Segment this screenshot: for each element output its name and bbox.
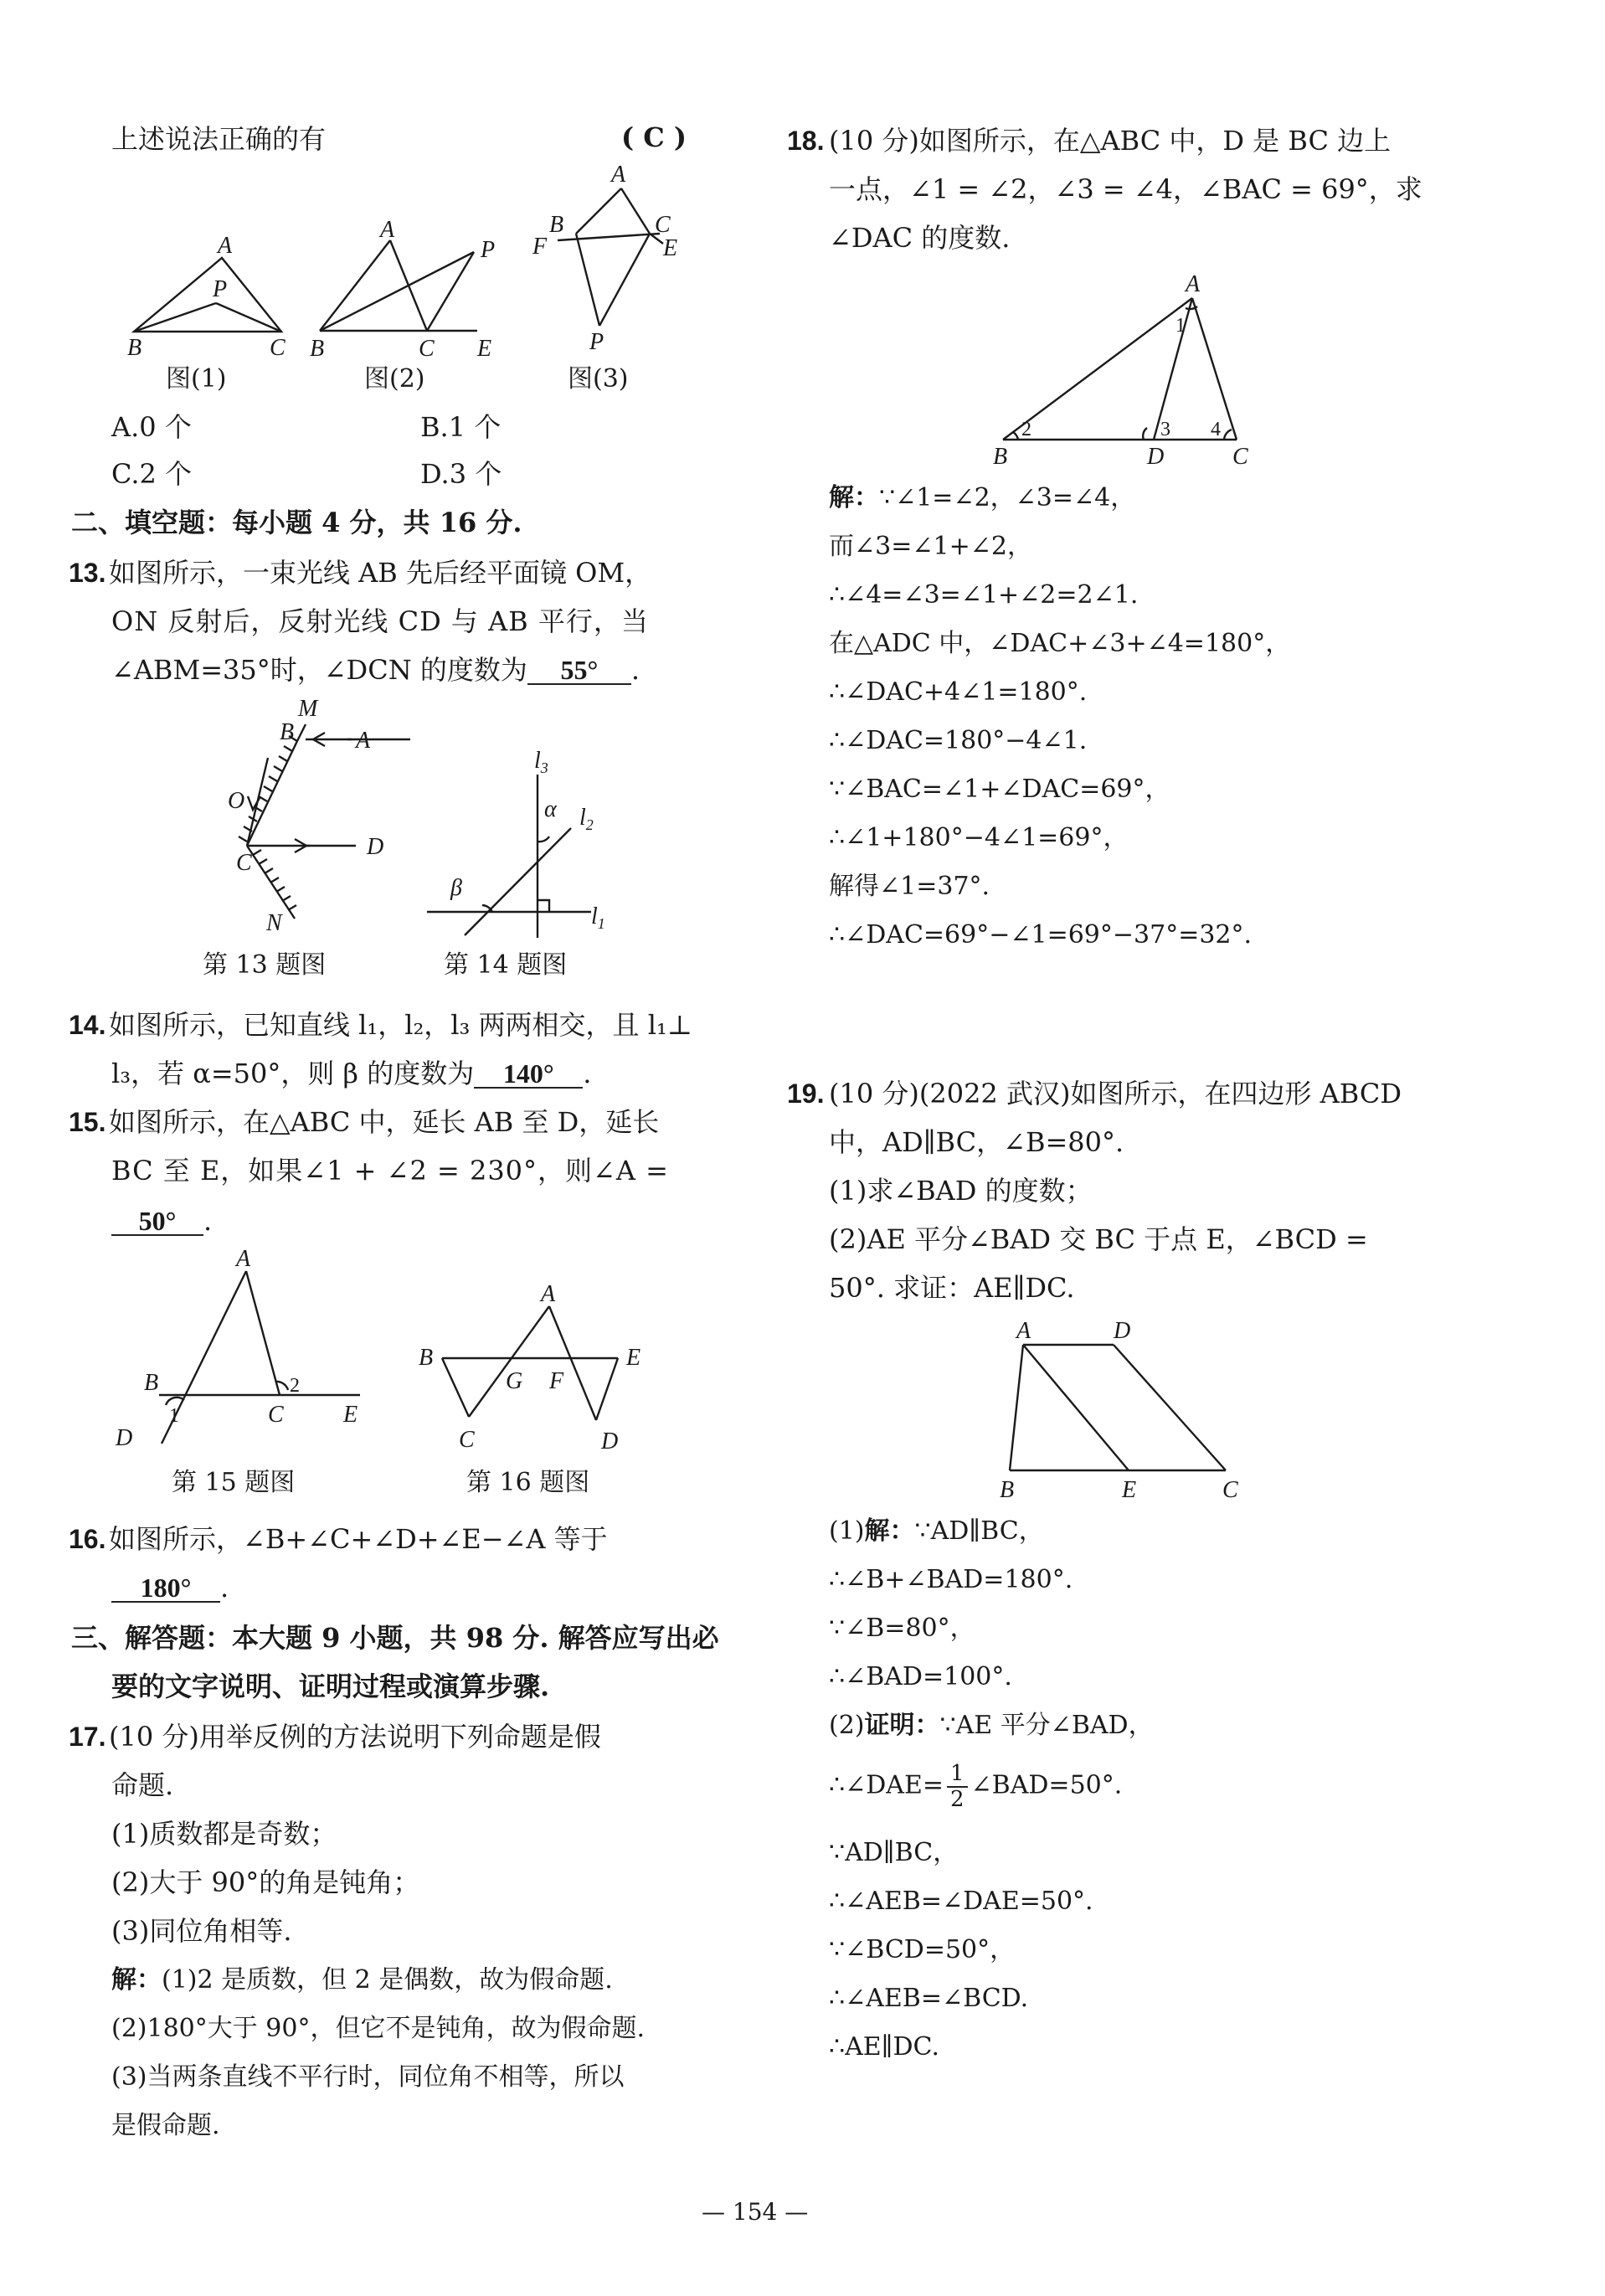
label-C: C	[1222, 1477, 1238, 1503]
q13-answer: 55°	[527, 656, 631, 685]
q12-option-c: C.2 个	[111, 458, 193, 490]
label-C: C	[459, 1427, 475, 1453]
q19-line3: (1)求∠BAD 的度数；	[829, 1175, 1093, 1207]
label-B: B	[144, 1370, 159, 1396]
q15-line2: BC 至 E，如果∠1 + ∠2 = 230°，则∠A =	[111, 1155, 669, 1187]
q13-line3-text: ∠ABM=35°时，∠DCN 的度数为	[111, 654, 527, 686]
label-D: D	[1114, 1318, 1131, 1344]
q16-fig-cap: 第 16 题图	[466, 1468, 590, 1497]
q19-figure	[988, 1315, 1256, 1503]
page-number: — 154 —	[702, 2198, 809, 2226]
label-G: G	[506, 1368, 523, 1394]
q19-line5: 50°. 求证：AE∥DC.	[829, 1272, 1075, 1304]
q18-sol-10: ∴∠DAC=69°−∠1=69°−37°=32°.	[829, 920, 1253, 950]
label-l2: $l_2$	[579, 805, 594, 833]
q17-line1: (10 分)用举反例的方法说明下列命题是假	[109, 1721, 601, 1753]
label-A: A	[236, 1246, 251, 1272]
label-E: E	[1122, 1477, 1137, 1503]
q17-item-2: (2)大于 90°的角是钝角；	[111, 1866, 420, 1898]
q16-number: 16.	[69, 1524, 106, 1554]
q12-answer: ( C )	[621, 121, 687, 153]
label-M: M	[298, 696, 318, 722]
label-D: D	[601, 1429, 619, 1454]
q18-sol-9: 解得∠1=37°.	[829, 872, 990, 901]
section3-line1: 三、解答题：本大题 9 小题，共 98 分. 解答应写出必	[71, 1622, 719, 1654]
label-beta: β	[450, 875, 462, 901]
label-F: F	[532, 234, 548, 260]
q12-stem-end: 上述说法正确的有	[111, 123, 327, 155]
fraction-half: $\frac{1}{2}$	[947, 1762, 968, 1811]
q13-number: 13.	[69, 558, 106, 588]
label-B: B	[1000, 1477, 1015, 1503]
q19-sol1-3: ∵∠B=80°，	[829, 1614, 975, 1643]
q17-item-3: (3)同位角相等.	[111, 1915, 292, 1947]
label-P: P	[589, 329, 604, 355]
label-C: C	[1232, 444, 1248, 470]
q19-sol2-5: ∴∠AEB=∠BCD.	[829, 1984, 1029, 2013]
q12-fig-cap-2: 图(2)	[364, 364, 425, 394]
q17-sol-4: 是假命题.	[111, 2111, 220, 2140]
q19-sol2-3: ∴∠AEB=∠DAE=50°.	[829, 1887, 1093, 1916]
q13-figure	[159, 696, 385, 938]
label-C: C	[655, 212, 671, 238]
q17-sol-3: (3)当两条直线不平行时，同位角不相等，所以	[111, 2062, 625, 2092]
q14-figure	[427, 749, 611, 938]
q14-line2: l₃，若 α=50°，则 β 的度数为 140° .	[111, 1058, 592, 1089]
label-l1: $l_1$	[591, 903, 605, 932]
label-C: C	[270, 335, 286, 361]
label-C: C	[419, 336, 435, 362]
angle-2: 2	[1021, 419, 1031, 440]
label-l3: $l_3$	[534, 748, 548, 776]
q12-figure-2	[310, 217, 519, 362]
label-alpha: α	[544, 796, 557, 822]
label-A: A	[541, 1281, 556, 1307]
label-D: D	[367, 834, 384, 860]
label-P: P	[481, 237, 496, 263]
q19-sol2-frac: ∴∠DAE= $\frac{1}{2}$ ∠BAD=50°.	[829, 1761, 1123, 1812]
q16-line2: 180° .	[111, 1574, 229, 1603]
q14-line1: 如图所示，已知直线 l₁，l₂，l₃ 两两相交，且 l₁⊥	[109, 1009, 692, 1041]
label-B: B	[127, 335, 142, 361]
q18-sol-1: 解：∵∠1=∠2，∠3=∠4，	[829, 483, 1136, 512]
q17-line2: 命题.	[111, 1769, 174, 1801]
label-B: B	[419, 1345, 434, 1371]
label-A: A	[380, 217, 395, 243]
q13-line1: 如图所示，一束光线 AB 先后经平面镜 OM，	[109, 557, 652, 589]
q17-item-1: (1)质数都是奇数；	[111, 1818, 337, 1850]
angle-1: 1	[169, 1405, 179, 1427]
q18-figure	[988, 268, 1264, 473]
q19-sol1-2: ∴∠B+∠BAD=180°.	[829, 1565, 1073, 1594]
q18-line2: 一点，∠1 = ∠2，∠3 = ∠4，∠BAC = 69°，求	[829, 173, 1422, 205]
q19-sol2-4: ∵∠BCD=50°，	[829, 1935, 1016, 1964]
label-B: B	[310, 336, 325, 362]
label-A: A	[218, 233, 233, 259]
q14-fig-cap: 第 14 题图	[444, 950, 568, 980]
q15-line1: 如图所示，在△ABC 中，延长 AB 至 D，延长	[109, 1106, 660, 1138]
angle-1: 1	[1175, 315, 1186, 337]
q19-sol2-2: ∵AD∥BC，	[829, 1838, 959, 1867]
q14-line2-text: l₃，若 α=50°，则 β 的度数为	[111, 1058, 475, 1089]
q12-option-a: A.0 个	[111, 411, 192, 443]
label-A: A	[356, 728, 371, 754]
q18-sol-5: ∴∠DAC+4∠1=180°.	[829, 677, 1088, 707]
label-B: B	[549, 212, 564, 238]
q19-line1: (10 分)(2022 武汉)如图所示，在四边形 ABCD	[829, 1078, 1402, 1109]
label-P: P	[213, 276, 228, 302]
label-D: D	[1147, 444, 1165, 470]
q13-fig-cap: 第 13 题图	[203, 950, 327, 980]
q17-sol-1: 解：(1)2 是质数，但 2 是偶数，故为假命题.	[111, 1965, 613, 1995]
q18-sol-2: 而∠3=∠1+∠2，	[829, 532, 1032, 561]
q15-answer: 50°	[111, 1207, 203, 1236]
q19-sol1-4: ∴∠BAD=100°.	[829, 1662, 1012, 1691]
q17-sol-2: (2)180°大于 90°，但它不是钝角，故为假命题.	[111, 2014, 646, 2043]
label-E: E	[343, 1402, 358, 1428]
label-A: A	[611, 162, 626, 188]
label-N: N	[266, 910, 282, 936]
q13-line2: ON 反射后，反射光线 CD 与 AB 平行，当	[111, 605, 649, 637]
q18-number: 18.	[787, 126, 825, 156]
label-E: E	[626, 1345, 641, 1371]
q18-line1: (10 分)如图所示，在△ABC 中，D 是 BC 边上	[829, 125, 1392, 157]
q15-line3: 50° .	[111, 1207, 212, 1236]
q12-figure-3	[519, 163, 703, 360]
angle-4: 4	[1211, 419, 1221, 440]
q15-figure	[109, 1248, 385, 1457]
q12-figure-1	[117, 234, 310, 360]
label-C: C	[268, 1402, 284, 1428]
q16-line1: 如图所示，∠B+∠C+∠D+∠E−∠A 等于	[109, 1523, 608, 1555]
label-B: B	[280, 719, 295, 745]
label-A: A	[1186, 271, 1201, 297]
q18-sol-3: ∴∠4=∠3=∠1+∠2=2∠1.	[829, 580, 1139, 610]
q19-sol2-1: (2)证明：∵AE 平分∠BAD，	[829, 1711, 1154, 1740]
q18-sol-7: ∵∠BAC=∠1+∠DAC=69°，	[829, 775, 1170, 804]
q12-option-d: D.3 个	[420, 458, 502, 490]
q18-line3: ∠DAC 的度数.	[829, 222, 1011, 254]
q15-fig-cap: 第 15 题图	[172, 1468, 296, 1497]
label-B: B	[993, 444, 1008, 470]
q12-fig-cap-3: 图(3)	[568, 364, 629, 394]
q19-sol2-6: ∴AE∥DC.	[829, 2032, 939, 2062]
q17-number: 17.	[69, 1722, 106, 1752]
q12-fig-cap-1: 图(1)	[166, 364, 227, 394]
label-O: O	[228, 788, 245, 814]
section3-line2: 要的文字说明、证明过程或演算步骤.	[111, 1671, 550, 1702]
q12-option-b: B.1 个	[420, 411, 502, 443]
q19-line2: 中，AD∥BC，∠B=80°.	[829, 1126, 1124, 1158]
label-A: A	[1016, 1318, 1031, 1344]
label-F: F	[549, 1368, 564, 1394]
q18-sol-8: ∴∠1+180°−4∠1=69°，	[829, 823, 1129, 852]
q14-answer: 140°	[474, 1060, 583, 1089]
angle-2: 2	[290, 1375, 300, 1397]
q18-sol-6: ∴∠DAC=180°−4∠1.	[829, 726, 1088, 755]
q18-sol-4: 在△ADC 中，∠DAC+∠3+∠4=180°，	[829, 629, 1291, 658]
q14-number: 14.	[69, 1010, 106, 1040]
label-C: C	[236, 850, 252, 876]
q16-answer: 180°	[111, 1574, 220, 1603]
q19-line4: (2)AE 平分∠BAD 交 BC 于点 E，∠BCD =	[829, 1223, 1368, 1255]
label-E: E	[477, 336, 492, 362]
label-D: D	[116, 1425, 133, 1451]
section2-title: 二、填空题：每小题 4 分，共 16 分.	[71, 507, 522, 538]
q13-line3: ∠ABM=35°时，∠DCN 的度数为 55° .	[111, 654, 640, 686]
q19-sol1-1: (1)解：∵AD∥BC，	[829, 1516, 1044, 1546]
label-E: E	[663, 235, 678, 261]
angle-3: 3	[1160, 419, 1170, 440]
q15-number: 15.	[69, 1107, 106, 1137]
q16-figure	[419, 1281, 670, 1457]
q19-number: 19.	[787, 1079, 825, 1109]
